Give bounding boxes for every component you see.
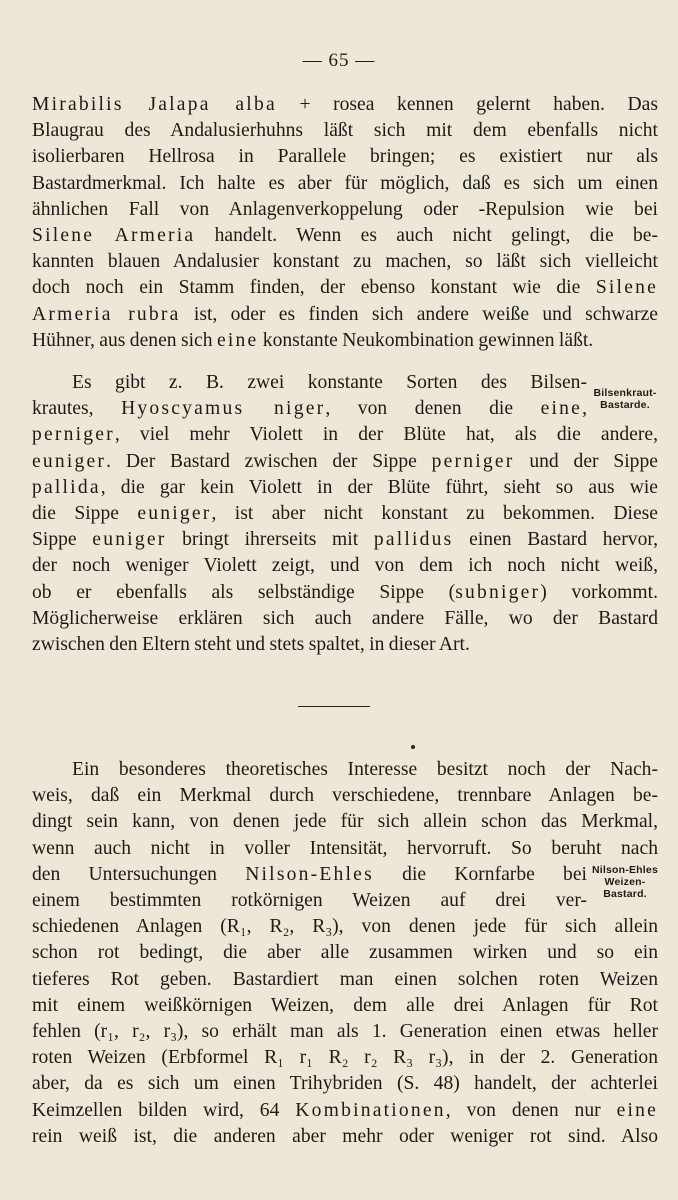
text-line: Sippe euniger bringt ihrerseits mit pallidus einen Bastard hervor, xyxy=(32,529,659,551)
text-line: wenn auch nicht in voller Intensität, hervorruft. So beruht nach xyxy=(32,837,658,859)
text-line: pallida, die gar kein Violett in der Blüte führt, sieht so aus wie xyxy=(32,476,658,498)
text-line: schiedenen Anlagen (R₁, R₂, R₃), von denen jede für sich allein xyxy=(32,916,658,938)
text-line: perniger, viel mehr Violett in der Blüte hat, als die andere, xyxy=(32,424,658,446)
paragraph-3 xyxy=(32,757,658,1150)
margin-note-line: Nilson-Ehles xyxy=(592,864,658,876)
text-line: dingt sein kann, von denen jede für sich allein schon das Merkmal, xyxy=(32,811,658,833)
margin-note-bilsenkraut xyxy=(580,387,670,411)
text-line: der noch weniger Violett zeigt, und von dem ich noch nicht weiß, xyxy=(32,555,658,577)
print-speck xyxy=(411,745,415,749)
text-line: Es gibt z. B. zwei konstante Sorten des Bilsen- xyxy=(72,372,587,393)
page-number: — 65 — xyxy=(302,50,376,71)
text-line: Möglicherweise erklären sich auch andere Fälle, wo der Bastard xyxy=(32,607,658,629)
margin-note-nilson-ehle xyxy=(580,864,670,900)
text-line: Silene Armeria handelt. Wenn es auch nicht gelingt, die be- xyxy=(32,225,658,247)
text-line: Ein besonderes theoretisches Interesse besitzt noch der Nach- xyxy=(72,759,658,780)
text-line: den Untersuchungen Nilson-Ehles die Kornfarbe bei xyxy=(32,863,587,885)
text-line: weis, daß ein Merkmal durch verschiedene, trennbare Anlagen be- xyxy=(32,785,658,807)
text-line: krautes, Hyoscyamus niger, von denen die eine, xyxy=(32,398,587,420)
margin-note-line: Bilsenkraut- xyxy=(593,387,657,399)
margin-note-line: Bastarde. xyxy=(600,399,650,411)
text-line: zwischen den Eltern steht und stets spaltet, in dieser Art. xyxy=(32,634,470,656)
text-line: schon rot bedingt, die aber alle zusammen wirken und so ein xyxy=(32,942,658,964)
text-line: mit einem weißkörnigen Weizen, dem alle drei Anlagen für Rot xyxy=(32,994,658,1016)
text-line: doch noch ein Stamm finden, der ebenso konstant wie die Silene xyxy=(32,277,658,299)
text-line: Mirabilis Jalapa alba + rosea kennen gelernt haben. Das xyxy=(32,94,658,115)
paragraph-1 xyxy=(32,92,658,354)
margin-note-line: Bastard. xyxy=(603,888,647,900)
paragraph-2 xyxy=(32,370,658,658)
text-line: aber, da es sich um einen Trihybriden (S. 48) handelt, der achterlei xyxy=(32,1073,658,1095)
text-line: Bastardmerkmal. Ich halte es aber für möglich, daß es sich um einen xyxy=(32,172,658,194)
text-line: kannten blauen Andalusier konstant zu machen, so läßt sich vielleicht xyxy=(32,251,658,273)
text-line: isolierbaren Hellrosa in Parallele bringen; es existiert nur als xyxy=(32,146,658,168)
text-line: ob er ebenfalls als selbständige Sippe (subniger) vorkommt. xyxy=(32,581,658,603)
text-line: roten Weizen (Erbformel R₁ r₁ R₂ r₂ R₃ r₃), in der 2. Generation xyxy=(32,1047,658,1069)
text-line: fehlen (r₁, r₂, r₃), so erhält man als 1. Generation einen etwas heller xyxy=(32,1021,658,1043)
text-line: ähnlichen Fall von Anlagenverkoppelung oder -Repulsion wie bei xyxy=(32,198,658,220)
text-line: Keimzellen bilden wird, 64 Kombinationen, von denen nur eine xyxy=(32,1099,658,1121)
section-divider xyxy=(298,706,370,707)
text-line: Hühner, aus denen sich eine konstante Neukombination gewinnen läßt. xyxy=(32,329,594,351)
text-line: Blaugrau des Andalusierhuhns läßt sich mit dem ebenfalls nicht xyxy=(32,120,658,142)
text-line: rein weiß ist, die anderen aber mehr oder weniger rot sind. Also xyxy=(32,1125,658,1147)
text-line: tieferes Rot geben. Bastardiert man einen solchen roten Weizen xyxy=(32,968,658,990)
text-line: Armeria rubra ist, oder es finden sich andere weiße und schwarze xyxy=(32,303,658,325)
text-line: die Sippe euniger, ist aber nicht konstant zu bekommen. Diese xyxy=(32,503,658,525)
text-line: euniger. Der Bastard zwischen der Sippe perniger und der Sippe xyxy=(32,450,658,472)
margin-note-line: Weizen- xyxy=(604,876,646,888)
text-line: einem bestimmten rotkörnigen Weizen auf drei ver- xyxy=(32,890,587,912)
